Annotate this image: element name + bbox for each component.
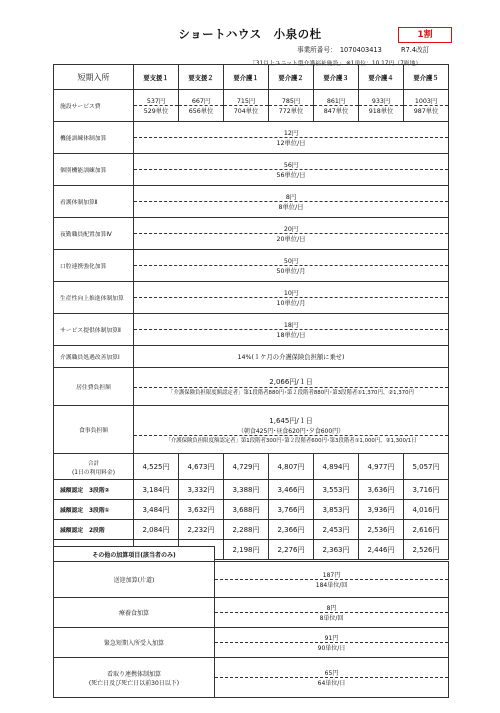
row-label: 減額認定 2段階	[54, 520, 134, 540]
fee-units: 704単位	[233, 108, 259, 115]
fee-yen: 933円	[359, 96, 403, 106]
row-label: サービス提供体制加算Ⅱ	[54, 314, 134, 346]
meal-reduced-fees: 「介護保険負担限度額認定者」第1段階者300円･第２段階者600円･第3段階者①1,000円、②1,300/1日	[165, 437, 417, 444]
total-value: 2,453円	[314, 520, 359, 540]
addition-units: 20単位/日	[276, 236, 306, 243]
addition-row	[54, 122, 449, 154]
total-value: 3,553円	[314, 480, 359, 500]
addition-units: 12単位/日	[276, 140, 306, 147]
addition-row	[54, 250, 449, 282]
total-value: 3,466円	[269, 480, 314, 500]
addition-units: 56単位/日	[276, 172, 306, 179]
row-label: 個別機能訓練加算	[54, 154, 134, 186]
total-value: 3,766円	[269, 500, 314, 520]
addition-yen: 56円	[134, 160, 448, 170]
total-row	[54, 454, 449, 480]
total-value: 2,526円	[404, 540, 449, 560]
row-label: 減額認定 3段階②	[54, 480, 134, 500]
total-value: 2,084円	[134, 520, 179, 540]
fee-yen: 861円	[314, 96, 358, 106]
total-value: 3,688円	[224, 500, 269, 520]
facility-type: 「31以上ユニット型介護福祉施設」	[250, 61, 345, 67]
addition-yen: 8円	[134, 192, 448, 202]
total-value: 2,616円	[404, 520, 449, 540]
other-addition-row	[54, 658, 449, 698]
total-value: 2,536円	[359, 520, 404, 540]
fee-units: 918単位	[368, 108, 394, 115]
revision-date: R7.4改訂	[401, 46, 430, 54]
facility-service-row	[54, 90, 449, 122]
row-label: 口腔連携強化加算	[54, 250, 134, 282]
office-number: 事業所番号： 1070403413	[297, 46, 382, 54]
fee-units: 529単位	[143, 108, 169, 115]
level-header: 要支援２	[179, 65, 224, 90]
total-value: 3,716円	[404, 480, 449, 500]
other-additions-table	[53, 546, 449, 698]
row-label: 看護体制加算Ⅱ	[54, 186, 134, 218]
total-value: 2,446円	[359, 540, 404, 560]
level-header: 要介護１	[224, 65, 269, 90]
addition-yen: 18円	[134, 320, 448, 330]
addition-yen: 187円	[215, 570, 448, 580]
residence-fee: 2,066円/１日	[134, 377, 448, 388]
addition-yen: 65円	[215, 668, 448, 678]
unit-price-note: ※1単位：10.17円（7級地）	[345, 61, 422, 67]
other-addition-row	[54, 562, 449, 598]
addition-units: 10単位/月	[276, 300, 306, 307]
fee-yen: 537円	[134, 96, 178, 106]
fee-units: 987単位	[413, 108, 439, 115]
reduced-row	[54, 480, 449, 500]
total-value: 2,288円	[224, 520, 269, 540]
fee-units: 656単位	[188, 108, 214, 115]
total-value: 4,977円	[359, 454, 404, 480]
addition-yen: 20円	[134, 224, 448, 234]
other-addition-row	[54, 598, 449, 628]
residence-row	[54, 368, 449, 406]
addition-row	[54, 186, 449, 218]
row-label: 緊急短期入所受入加算	[54, 628, 215, 658]
facility-title: ショートハウス 小泉の杜	[178, 27, 322, 41]
treatment-row	[54, 346, 449, 368]
total-value: 2,276円	[269, 540, 314, 560]
header-spacer	[215, 547, 449, 562]
fee-units: 772単位	[278, 108, 304, 115]
total-value: 3,484円	[134, 500, 179, 520]
total-value: 3,936円	[359, 500, 404, 520]
addition-yen: 8円	[215, 603, 448, 613]
fee-yen: 715円	[224, 96, 268, 106]
addition-units: 64単位/日	[317, 680, 346, 687]
row-label: 施設サービス費	[54, 90, 134, 122]
addition-row	[54, 218, 449, 250]
total-value: 5,057円	[404, 454, 449, 480]
addition-units: 18単位/日	[276, 332, 306, 339]
row-label: 機能訓練体制加算	[54, 122, 134, 154]
level-header: 要支援１	[134, 65, 179, 90]
reduced-row	[54, 500, 449, 520]
total-value: 3,636円	[359, 480, 404, 500]
addition-row	[54, 282, 449, 314]
row-label: 送迎加算(片道)	[54, 562, 215, 598]
addition-row	[54, 314, 449, 346]
fee-yen: 1003円	[404, 96, 448, 106]
total-value: 4,807円	[269, 454, 314, 480]
total-value: 3,388円	[224, 480, 269, 500]
total-value: 4,525円	[134, 454, 179, 480]
row-label: 夜勤職員配置加算Ⅳ	[54, 218, 134, 250]
other-addition-row	[54, 628, 449, 658]
addition-yen: 10円	[134, 288, 448, 298]
row-label: 合計 (1日の利用料金)	[54, 454, 134, 480]
other-additions-header: その他の加算項目(該当者のみ)	[54, 547, 215, 562]
total-value: 2,363円	[314, 540, 359, 560]
row-label: 療養食加算	[54, 598, 215, 628]
reduced-row	[54, 520, 449, 540]
total-value: 3,184円	[134, 480, 179, 500]
level-header: 要介護４	[359, 65, 404, 90]
short-stay-label: 短期入所	[54, 65, 134, 90]
total-value: 4,729円	[224, 454, 269, 480]
addition-units: 184単位/回	[315, 582, 348, 589]
meal-fee: 1,645円/１日	[269, 416, 313, 425]
fee-yen: 667円	[179, 96, 223, 106]
row-label: 食事負担額	[54, 406, 134, 454]
residence-reduced-fees: 「介護保険負担限度額認定者」第1段階者880円･第２段階者880円･第3段階者①1,370円、②1,370円	[168, 390, 414, 396]
copay-rate-badge: 1割	[398, 27, 452, 43]
addition-units: 90単位/日	[317, 645, 346, 652]
row-label: 居住費負担額	[54, 368, 134, 406]
total-value: 4,673円	[179, 454, 224, 480]
level-header: 要介護３	[314, 65, 359, 90]
total-value: 3,332円	[179, 480, 224, 500]
total-value: 2,366円	[269, 520, 314, 540]
meal-row	[54, 406, 449, 454]
row-label: 介護職員処遇改善加算Ⅰ	[54, 346, 134, 368]
total-value: 2,232円	[179, 520, 224, 540]
total-value: 4,016円	[404, 500, 449, 520]
total-value: 4,894円	[314, 454, 359, 480]
addition-yen: 50円	[134, 256, 448, 266]
addition-units: 50単位/月	[276, 268, 306, 275]
total-value: 3,853円	[314, 500, 359, 520]
level-header: 要介護５	[404, 65, 449, 90]
total-value: 3,632円	[179, 500, 224, 520]
level-header: 要介護２	[269, 65, 314, 90]
treatment-text: 14%(１ケ月の介護保険負担額に乗せ)	[134, 346, 449, 368]
row-label: 生産性向上推進体制加算	[54, 282, 134, 314]
addition-yen: 12円	[134, 128, 448, 138]
addition-units: 8単位/回	[319, 615, 344, 622]
meal-breakdown: （朝食425円･昼食620円･夕食600円）	[134, 426, 448, 436]
row-label: 減額認定 3段階①	[54, 500, 134, 520]
addition-yen: 91円	[215, 633, 448, 643]
fee-units: 847単位	[323, 108, 349, 115]
row-label: 看取り連携体制加算 (死亡日及び死亡日以前30日以下)	[54, 658, 215, 698]
fee-yen: 785円	[269, 96, 313, 106]
addition-row	[54, 154, 449, 186]
addition-units: 8単位/日	[278, 204, 304, 211]
fee-table	[53, 64, 449, 560]
total-value: 2,198円	[224, 540, 269, 560]
